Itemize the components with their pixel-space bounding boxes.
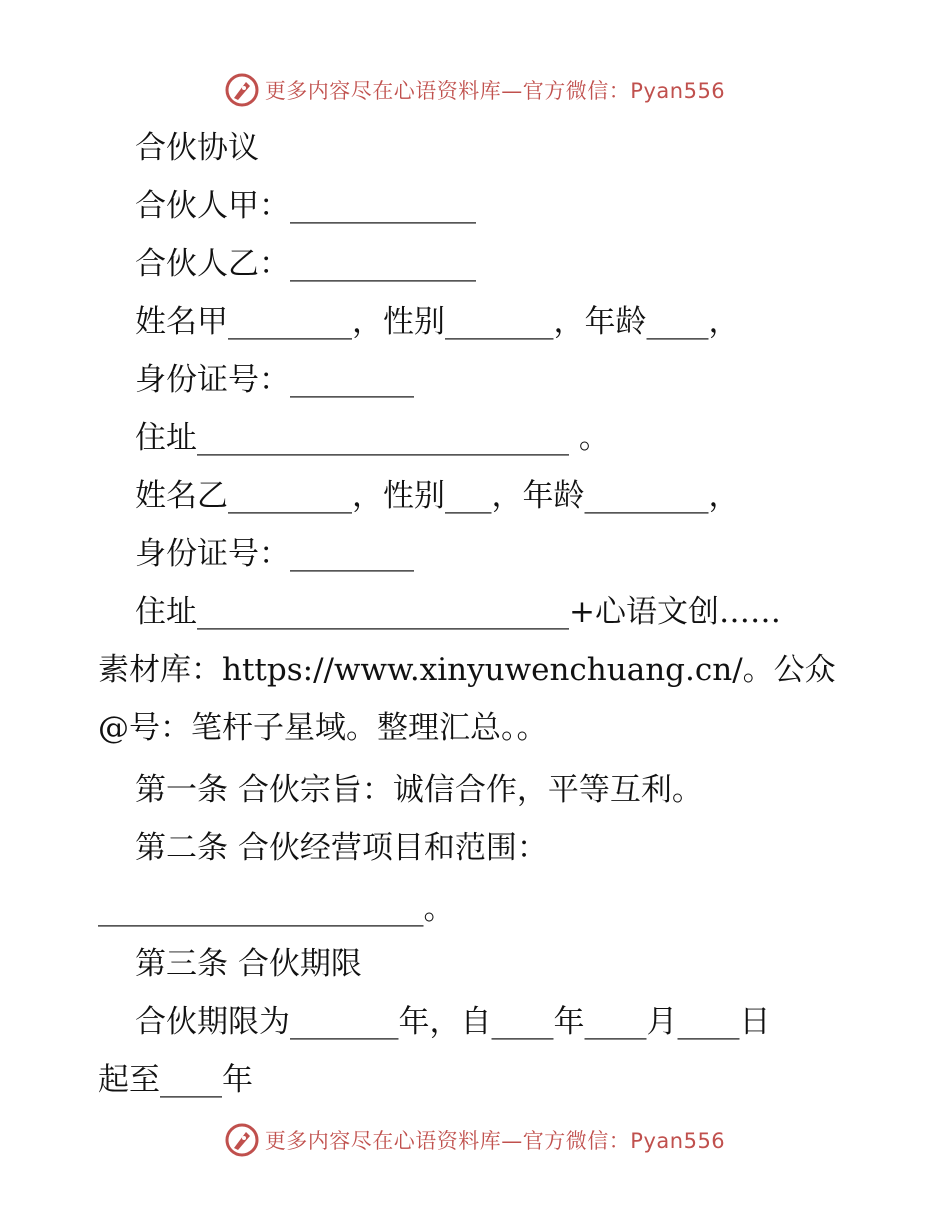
- article-3: 第三条 合伙期限: [135, 946, 362, 982]
- page-footer: [0, 1120, 950, 1160]
- address-b-line: 住址________________________+心语文创……: [135, 594, 781, 630]
- doc-title: 合伙协议: [135, 130, 259, 166]
- pen-nib-icon: [225, 1123, 259, 1157]
- article-2-blank: _____________________。: [98, 891, 455, 927]
- id-a-line: 身份证号：________: [135, 362, 414, 398]
- article-2: 第二条 合伙经营项目和范围：: [135, 830, 548, 866]
- partner-a-line: 合伙人甲：____________: [135, 188, 476, 224]
- name-a-line: 姓名甲________，性别_______，年龄____，: [135, 304, 740, 340]
- article-1: 第一条 合伙宗旨：诚信合作，平等互利。: [135, 772, 703, 808]
- page-header: [0, 70, 950, 110]
- term-line: 合伙期限为_______年，自____年____月____日: [135, 1004, 771, 1040]
- pen-nib-icon: [225, 73, 259, 107]
- partner-b-line: 合伙人乙：____________: [135, 246, 476, 282]
- address-a-line: 住址________________________ 。: [135, 420, 610, 456]
- footer-text: 更多内容尽在心语资料库—官方微信：Pyan556: [264, 1129, 726, 1153]
- term-line-cont: 起至____年: [98, 1062, 253, 1098]
- material-line: 素材库：https://www.xinyuwenchuang.cn/。公众: [98, 652, 836, 688]
- account-line: @号：笔杆子星域。整理汇总。。: [98, 710, 548, 746]
- id-b-line: 身份证号：________: [135, 536, 414, 572]
- name-b-line: 姓名乙________，性别___，年龄________，: [135, 478, 740, 514]
- header-text: 更多内容尽在心语资料库—官方微信：Pyan556: [264, 79, 726, 103]
